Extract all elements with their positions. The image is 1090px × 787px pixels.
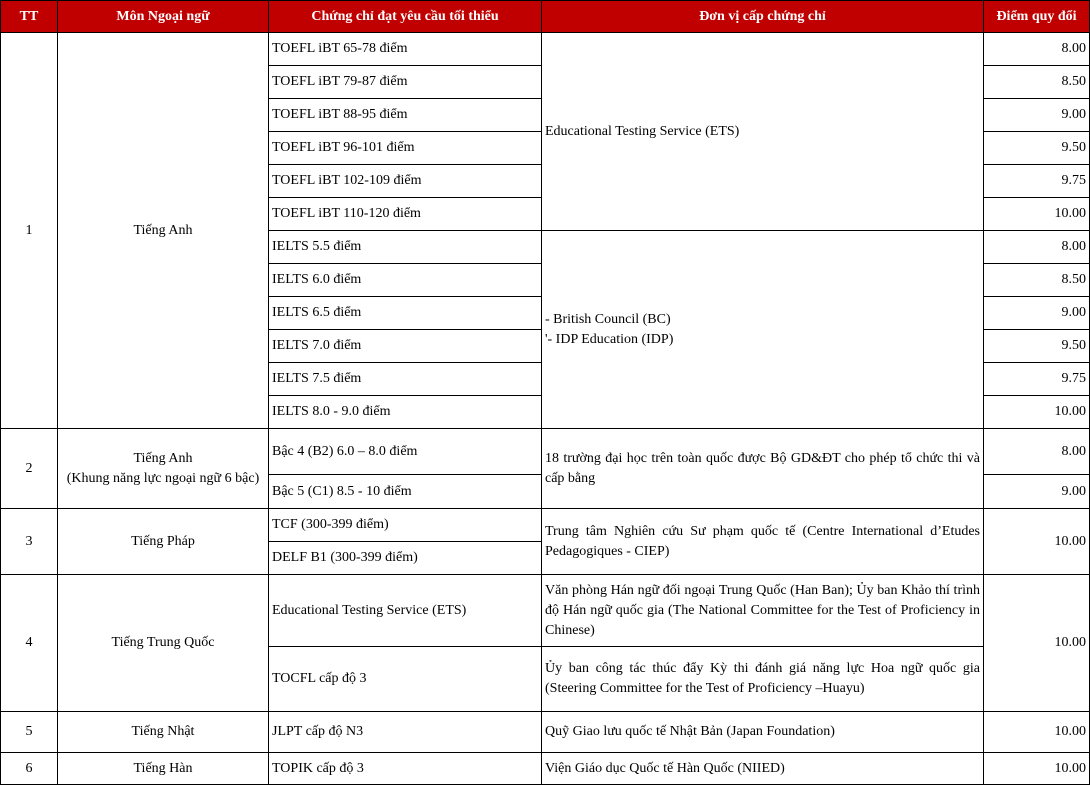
header-tt: TT (1, 1, 58, 33)
table-row (1, 429, 1090, 475)
certificate-cell: IELTS 7.5 điểm (269, 363, 542, 396)
certificate-cell: TOEFL iBT 79-87 điểm (269, 66, 542, 99)
issuer-line: - British Council (BC) (545, 311, 671, 327)
certificate-cell: Bậc 4 (B2) 6.0 – 8.0 điểm (269, 429, 542, 475)
table-row (1, 753, 1090, 785)
certificate-cell: JLPT cấp độ N3 (269, 712, 542, 753)
row-number: 6 (1, 753, 58, 785)
score-cell: 10.00 (984, 198, 1090, 231)
score-cell: 9.50 (984, 132, 1090, 165)
subject-cell: Tiếng Hàn (58, 753, 269, 785)
certificate-cell: Bậc 5 (C1) 8.5 - 10 điểm (269, 475, 542, 509)
row-number: 2 (1, 429, 58, 509)
certificate-cell: IELTS 5.5 điểm (269, 231, 542, 264)
certificate-cell: TOCFL cấp độ 3 (269, 647, 542, 712)
certificate-cell: Educational Testing Service (ETS) (269, 575, 542, 647)
issuer-cell: Trung tâm Nghiên cứu Sư phạm quốc tế (Centre International d’Etudes Pedagogiques - CIEP) (542, 509, 984, 575)
table-row (1, 712, 1090, 753)
issuer-line: Educational Testing Service (ETS) (545, 123, 740, 139)
score-cell: 10.00 (984, 509, 1090, 575)
issuer-cell (542, 231, 984, 429)
table-row (1, 575, 1090, 647)
score-cell: 9.50 (984, 330, 1090, 363)
issuer-cell: Ủy ban công tác thúc đẩy Kỳ thi đánh giá năng lực Hoa ngữ quốc gia (Steering Committee for the Test of Proficiency –Huayu) (542, 647, 984, 712)
certificate-cell: TOEFL iBT 102-109 điểm (269, 165, 542, 198)
score-cell: 8.00 (984, 33, 1090, 66)
certificate-cell: TOEFL iBT 88-95 điểm (269, 99, 542, 132)
certificate-cell: IELTS 6.5 điểm (269, 297, 542, 330)
row-number: 5 (1, 712, 58, 753)
subject-label: Tiếng Anh (133, 450, 193, 466)
subject-note: (Khung năng lực ngoại ngữ 6 bậc) (66, 470, 260, 486)
issuer-line: '- IDP Education (IDP) (545, 331, 674, 347)
certificate-cell: TOEFL iBT 65-78 điểm (269, 33, 542, 66)
header-row (1, 1, 1090, 33)
issuer-cell: 18 trường đại học trên toàn quốc được Bộ GD&ĐT cho phép tổ chức thi và cấp bằng (542, 429, 984, 509)
issuer-cell: Viện Giáo dục Quốc tế Hàn Quốc (NIIED) (542, 753, 984, 785)
score-cell: 8.00 (984, 429, 1090, 475)
score-cell: 8.00 (984, 231, 1090, 264)
table-row (1, 509, 1090, 542)
row-number: 4 (1, 575, 58, 712)
table-row (1, 33, 1090, 66)
subject-cell: Tiếng Anh (58, 33, 269, 429)
score-cell: 9.00 (984, 99, 1090, 132)
score-cell: 9.75 (984, 165, 1090, 198)
issuer-cell: Quỹ Giao lưu quốc tế Nhật Bản (Japan Foundation) (542, 712, 984, 753)
header-subject: Môn Ngoại ngữ (58, 1, 269, 33)
issuer-cell (542, 33, 984, 231)
certificate-cell: IELTS 7.0 điểm (269, 330, 542, 363)
certificate-cell: TOEFL iBT 96-101 điểm (269, 132, 542, 165)
certificate-cell: IELTS 6.0 điểm (269, 264, 542, 297)
row-number: 1 (1, 33, 58, 429)
subject-cell: Tiếng Nhật (58, 712, 269, 753)
score-cell: 10.00 (984, 753, 1090, 785)
header-issuer: Đơn vị cấp chứng chỉ (542, 1, 984, 33)
certificate-cell: IELTS 8.0 - 9.0 điểm (269, 396, 542, 429)
certificate-cell: TOPIK cấp độ 3 (269, 753, 542, 785)
header-certificate: Chứng chỉ đạt yêu cầu tối thiểu (269, 1, 542, 33)
score-cell: 10.00 (984, 712, 1090, 753)
subject-cell (58, 429, 269, 509)
certificate-cell: TOEFL iBT 110-120 điểm (269, 198, 542, 231)
subject-cell: Tiếng Trung Quốc (58, 575, 269, 712)
issuer-cell: Văn phòng Hán ngữ đối ngoại Trung Quốc (Han Ban); Ủy ban Khảo thí trình độ Hán ngữ quốc gia (The National Committee for the Test of Proficiency in Chinese) (542, 575, 984, 647)
score-cell: 8.50 (984, 264, 1090, 297)
certificate-cell: TCF (300-399 điểm) (269, 509, 542, 542)
score-cell: 9.00 (984, 475, 1090, 509)
score-cell: 9.75 (984, 363, 1090, 396)
score-cell: 10.00 (984, 396, 1090, 429)
score-cell: 9.00 (984, 297, 1090, 330)
score-cell: 8.50 (984, 66, 1090, 99)
row-number: 3 (1, 509, 58, 575)
subject-cell: Tiếng Pháp (58, 509, 269, 575)
header-score: Điểm quy đổi (984, 1, 1090, 33)
certificate-cell: DELF B1 (300-399 điểm) (269, 542, 542, 575)
score-cell: 10.00 (984, 575, 1090, 712)
